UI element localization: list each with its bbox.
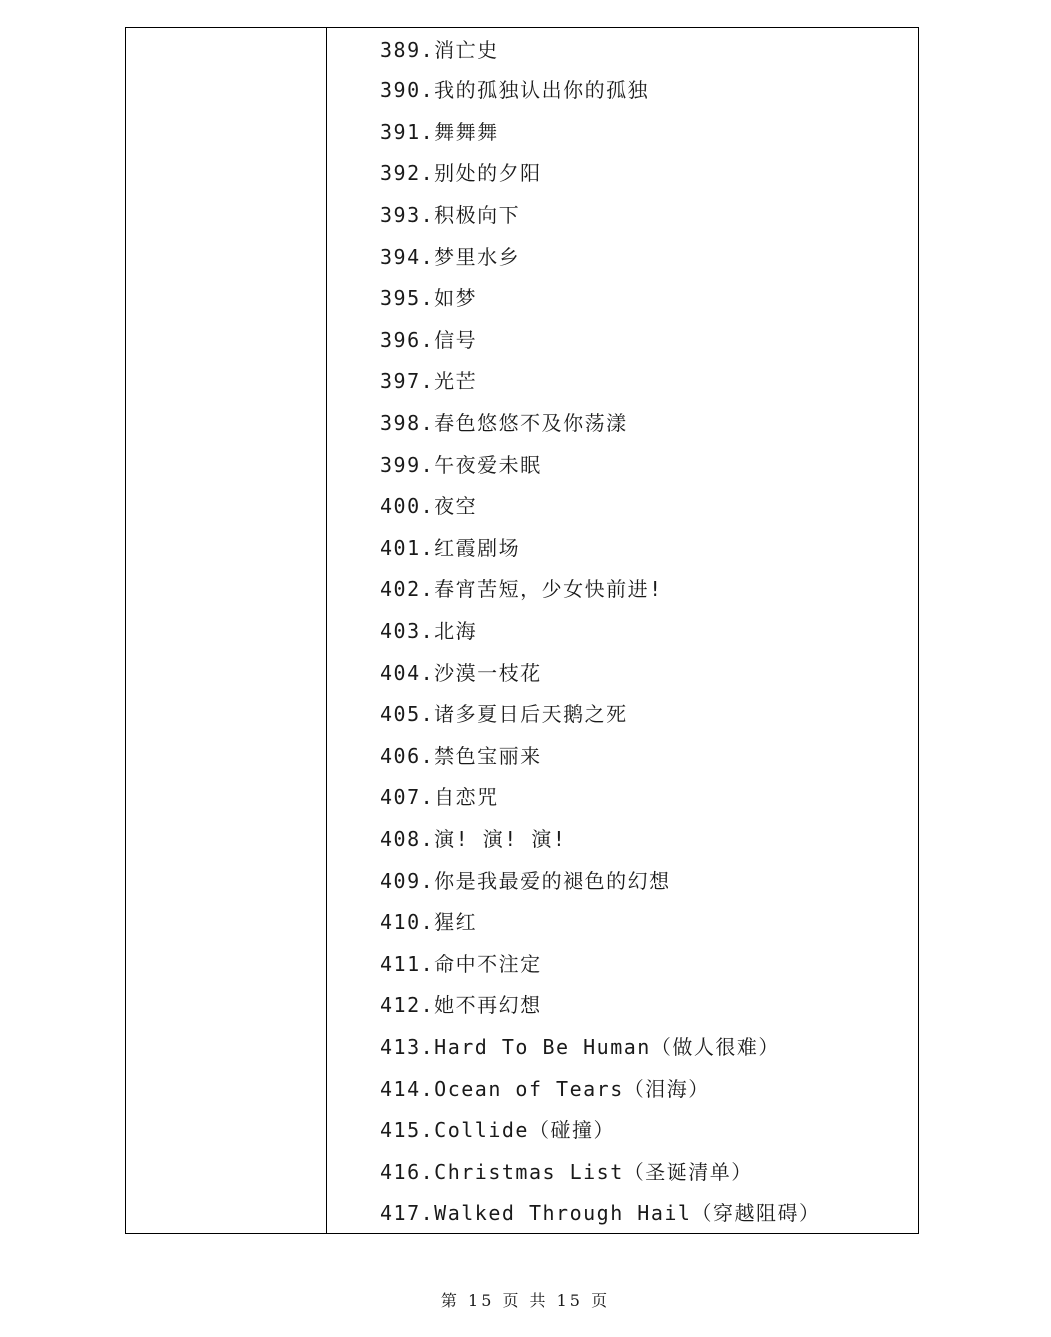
list-item: 401.红霞剧场: [380, 535, 521, 560]
list-item: 390.我的孤独认出你的孤独: [380, 78, 650, 103]
list-item: 393.积极向下: [380, 203, 521, 228]
list-item: 406.禁色宝丽来: [380, 743, 542, 768]
list-item: 389.消亡史: [380, 37, 499, 62]
list-item: 408.演! 演! 演!: [380, 826, 567, 851]
list-item: 416.Christmas List（圣诞清单）: [380, 1159, 753, 1184]
list-item: 399.午夜爱未眠: [380, 452, 542, 477]
list-item: 411.命中不注定: [380, 951, 542, 976]
list-item: 398.春色悠悠不及你荡漾: [380, 411, 628, 436]
list-item: 397.光芒: [380, 369, 478, 394]
table-left-cell: [126, 28, 327, 1233]
list-item: 392.别处的夕阳: [380, 161, 542, 186]
song-table: [125, 27, 919, 1234]
list-item: 404.沙漠一枝花: [380, 660, 542, 685]
list-item: 400.夜空: [380, 494, 478, 519]
list-item: 414.Ocean of Tears（泪海）: [380, 1076, 710, 1101]
page-number-footer: 第 15 页 共 15 页: [440, 1291, 611, 1310]
list-item: 413.Hard To Be Human（做人很难）: [380, 1034, 780, 1059]
list-item: 407.自恋咒: [380, 785, 499, 810]
list-item: 409.你是我最爱的褪色的幻想: [380, 868, 671, 893]
list-item: 395.如梦: [380, 286, 478, 311]
list-item: 410.猩红: [380, 910, 478, 935]
list-item: 415.Collide（碰撞）: [380, 1118, 615, 1143]
list-item: 402.春宵苦短，少女快前进!: [380, 577, 663, 602]
song-list: [380, 28, 918, 1233]
list-item: 396.信号: [380, 327, 478, 352]
table-right-cell: [327, 28, 918, 1233]
list-item: 394.梦里水乡: [380, 244, 521, 269]
list-item: 391.舞舞舞: [380, 119, 499, 144]
list-item: 405.诸多夏日后天鹅之死: [380, 702, 628, 727]
list-item: 412.她不再幻想: [380, 993, 542, 1018]
list-item: 403.北海: [380, 619, 478, 644]
list-item: 417.Walked Through Hail（穿越阻碍）: [380, 1201, 821, 1226]
